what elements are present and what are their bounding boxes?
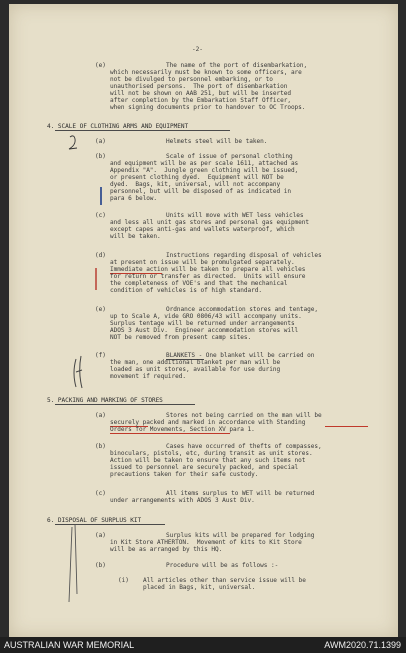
footer-source: AUSTRALIAN WAR MEMORIAL (4, 640, 135, 650)
item-label: (b) (95, 443, 106, 450)
item-line: up to Scale A, vide GRO 0806/43 will accompany units. (110, 313, 302, 320)
item-line: Units will move with WET less vehicles (166, 212, 304, 219)
para-line: not be divulged to personnel embarking, or to (110, 76, 273, 83)
item-line: the man, one additional blanket per man will be (110, 359, 281, 366)
item-line: or present clothing dyed. Equipment will NOT be (110, 174, 284, 181)
item-line: binoculars, pistols, etc, during transit as unit stores. (110, 450, 313, 457)
item-line: except capes anti-gas and wallets waterproof, which (110, 226, 295, 233)
para-line: which necessarily must be known to some officers, are (110, 69, 302, 76)
item-label: (b) (95, 562, 106, 569)
item-label: (d) (95, 252, 106, 259)
item-line: Orders for Movements, Section XV para 1. (110, 426, 255, 433)
para-line: after completion by the Embarkation Staff Officer, (110, 97, 291, 104)
item-line: the completeness of VOE's and that the mechanical (110, 280, 288, 287)
item-line: Scale of issue of personal clothing (166, 153, 293, 160)
item-line: ADOS 3 Aust Div. Engineer accommodation stores will (110, 327, 299, 334)
item-line: Surplus kits will be prepared for lodging (166, 532, 315, 539)
item-label: (b) (95, 153, 106, 160)
item-line: BLANKETS - One blanket will be carried on (166, 352, 315, 359)
item-label: (i) (118, 577, 129, 584)
item-line: Surplus tentage will be returned under arrangements (110, 320, 295, 327)
para-line: The name of the port of disembarkation, (166, 62, 308, 69)
page-number: -2- (192, 46, 203, 53)
item-line: condition of vehicles is of high standard. (110, 287, 262, 294)
footer-accession-number: AWM2020.71.1399 (324, 640, 401, 650)
item-line: All items surplus to WET will be returned (166, 490, 315, 497)
item-label: (a) (95, 532, 106, 539)
item-line: in Kit Store ATHERTON. Movement of kits to Kit Store (110, 539, 302, 546)
item-label: (a) (95, 412, 106, 419)
item-line: under arrangements with ADOS 3 Aust Div. (110, 497, 255, 504)
item-line: issued to personnel are securely packed, and special (110, 464, 299, 471)
item-line: All articles other than service issue will be (143, 577, 306, 584)
item-line: Stores not being carried on the man will be (166, 412, 322, 419)
item-line: placed in Bags, kit, universal. (143, 584, 256, 591)
item-line: securely packed and marked in accordance with Standing (110, 419, 306, 426)
para-e-top-label: (e) (95, 62, 106, 69)
item-line: Immediate action will be taken to prepare all vehicles (110, 266, 306, 273)
section-6-heading: 6. DISPOSAL OF SURPLUS KIT (47, 517, 142, 524)
item-label: (f) (95, 352, 106, 359)
item-line: Cases have occurred of thefts of compasses, (166, 443, 322, 450)
item-label: (c) (95, 490, 106, 497)
item-line: personnel, but will be disposed of as indicated in (110, 188, 291, 195)
item-line: for return or transfer as directed. Units will ensure (110, 273, 306, 280)
para-line: when signing documents prior to handover to OC Troops. (110, 104, 306, 111)
item-line: Appendix "A". Jungle green clothing will be issued, (110, 167, 299, 174)
item-line: Action will be taken to ensure that any such items not (110, 457, 306, 464)
footer-bar (0, 637, 406, 653)
item-line: will be as arranged by this HQ. (110, 546, 223, 553)
item-line: dyed. Bags, kit, universal, will not accompany (110, 181, 281, 188)
item-label: (a) (95, 138, 106, 145)
section-4-heading: 4. SCALE OF CLOTHING ARMS AND EQUIPMENT (47, 123, 189, 130)
item-line: Instructions regarding disposal of vehicles (166, 252, 322, 259)
item-label: (e) (95, 306, 106, 313)
item-line: movement if required. (110, 373, 186, 380)
section-5-heading: 5. PACKING AND MARKING OF STORES (47, 397, 163, 404)
item-line: and less all unit gas stores and personal gas equipment (110, 219, 310, 226)
item-line: precautions taken for their safe custody. (110, 471, 259, 478)
item-line: and equipment will be as per scale 1611, attached as (110, 160, 299, 167)
item-line: Procedure will be as follows :- (166, 562, 279, 569)
item-line: at present on issue will be promulgated separately. (110, 259, 295, 266)
item-line: loaded as unit stores, available for use during (110, 366, 281, 373)
item-line: Ordnance accommodation stores and tentage, (166, 306, 318, 313)
item-line: NOT be removed from present camp sites. (110, 334, 252, 341)
item-line: Helmets steel will be taken. (166, 138, 268, 145)
para-line: unauthorised persons. The port of disembarkation (110, 83, 288, 90)
item-label: (c) (95, 212, 106, 219)
item-line: will be taken. (110, 233, 161, 240)
para-line: will not be shown on AAB 251, but will be inserted (110, 90, 291, 97)
item-line: para 6 below. (110, 195, 158, 202)
